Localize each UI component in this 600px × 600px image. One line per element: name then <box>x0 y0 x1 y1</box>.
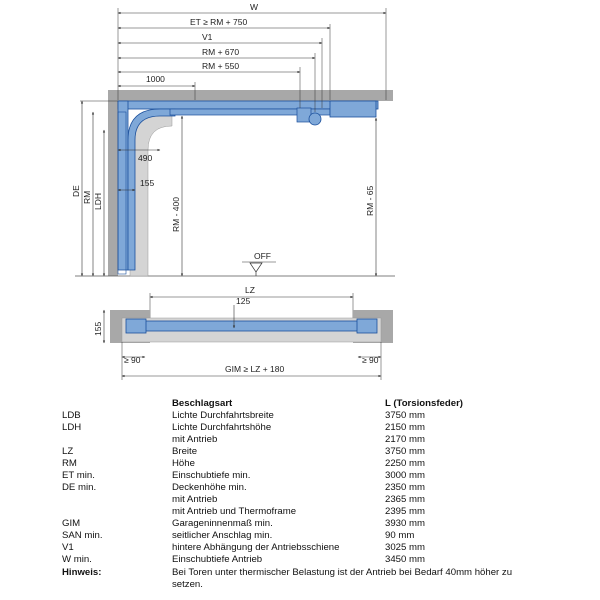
dim-155-top-label: 155 <box>93 321 103 336</box>
left-track <box>126 319 146 333</box>
lintel-wall <box>108 90 118 276</box>
row-value: 3930 mm <box>385 518 425 529</box>
row-value: 2395 mm <box>385 506 425 517</box>
spring-drum <box>309 113 321 125</box>
off-label: OFF <box>254 251 271 261</box>
dim-de-label: DE <box>71 185 81 197</box>
drive-motor <box>330 101 376 117</box>
row-value: 2365 mm <box>385 494 425 505</box>
side-view <box>71 2 395 276</box>
row-desc: Deckenhöhe min. <box>172 482 247 493</box>
curved-rail <box>118 101 128 270</box>
dim-lz-label: LZ <box>245 285 255 295</box>
row-desc: hintere Abhängung der Antriebsschiene <box>172 542 340 553</box>
row-desc: Garageninnenmaß min. <box>172 518 273 529</box>
dim-rm-label: RM <box>82 190 92 204</box>
note-label: Hinweis: <box>62 567 102 578</box>
row-code: ET min. <box>62 470 95 481</box>
dim-ge90-right-label: ≥ 90 <box>362 355 379 365</box>
dim-125-label: 125 <box>236 296 251 306</box>
row-code: GIM <box>62 518 81 529</box>
row-code: LZ <box>62 446 74 457</box>
row-value: 2150 mm <box>385 422 425 433</box>
dim-rm400-label: RM - 400 <box>171 197 181 232</box>
dim-155-label: 155 <box>140 178 155 188</box>
dim-ge90-left-label: ≥ 90 <box>124 355 141 365</box>
row-desc: Einschubtiefe min. <box>172 470 251 481</box>
row-value: 2350 mm <box>385 482 425 493</box>
row-desc: Höhe <box>172 458 195 469</box>
row-desc: mit Antrieb <box>172 494 218 505</box>
row-code: DE min. <box>62 482 97 493</box>
off-marker-icon <box>250 263 262 276</box>
dim-rm65-label: RM - 65 <box>365 185 375 216</box>
spec-table <box>0 392 600 600</box>
dim-1000-label: 1000 <box>146 74 165 84</box>
row-desc: Lichte Durchfahrtshöhe <box>172 422 272 433</box>
dim-w-label: W <box>250 2 259 12</box>
dim-490-label: 490 <box>138 153 153 163</box>
header-value: L (Torsionsfeder) <box>385 398 464 409</box>
note-text: Bei Toren unter thermischer Belastung ist der Antrieb bei Bedarf 40mm höher zu setzen. <box>172 567 513 590</box>
header-item: Beschlagsart <box>172 398 233 409</box>
row-value: 3750 mm <box>385 410 425 421</box>
row-value: 3000 mm <box>385 470 425 481</box>
row-value: 2170 mm <box>385 434 425 445</box>
row-value: 2250 mm <box>385 458 425 469</box>
row-desc: Lichte Durchfahrtsbreite <box>172 410 274 421</box>
row-code: LDH <box>62 422 82 433</box>
row-value: 3025 mm <box>385 542 425 553</box>
door-panel-curve <box>130 110 172 276</box>
dim-rm670-label: RM + 670 <box>202 47 240 57</box>
door-section <box>145 321 358 331</box>
dim-gim-label: GIM ≥ LZ + 180 <box>225 364 285 374</box>
dim-rm550-label: RM + 550 <box>202 61 240 71</box>
row-code: RM <box>62 458 77 469</box>
ceiling <box>108 90 393 101</box>
row-code: SAN min. <box>62 530 103 541</box>
row-code: V1 <box>62 542 74 553</box>
row-desc: mit Antrieb und Thermoframe <box>172 506 297 517</box>
row-desc: Breite <box>172 446 198 457</box>
row-code: W min. <box>62 554 92 565</box>
row-value: 3750 mm <box>385 446 425 457</box>
row-value: 3450 mm <box>385 554 425 565</box>
top-view <box>93 285 393 380</box>
dim-et-label: ET ≥ RM + 750 <box>190 17 248 27</box>
row-code: LDB <box>62 410 81 421</box>
row-desc: seitlicher Anschlag min. <box>172 530 273 541</box>
dim-ldh-label: LDH <box>93 192 103 210</box>
right-track <box>357 319 377 333</box>
row-desc: mit Antrieb <box>172 434 218 445</box>
row-desc: Einschubtiefe Antrieb <box>172 554 263 565</box>
dim-v1-label: V1 <box>202 32 213 42</box>
row-value: 90 mm <box>385 530 415 541</box>
